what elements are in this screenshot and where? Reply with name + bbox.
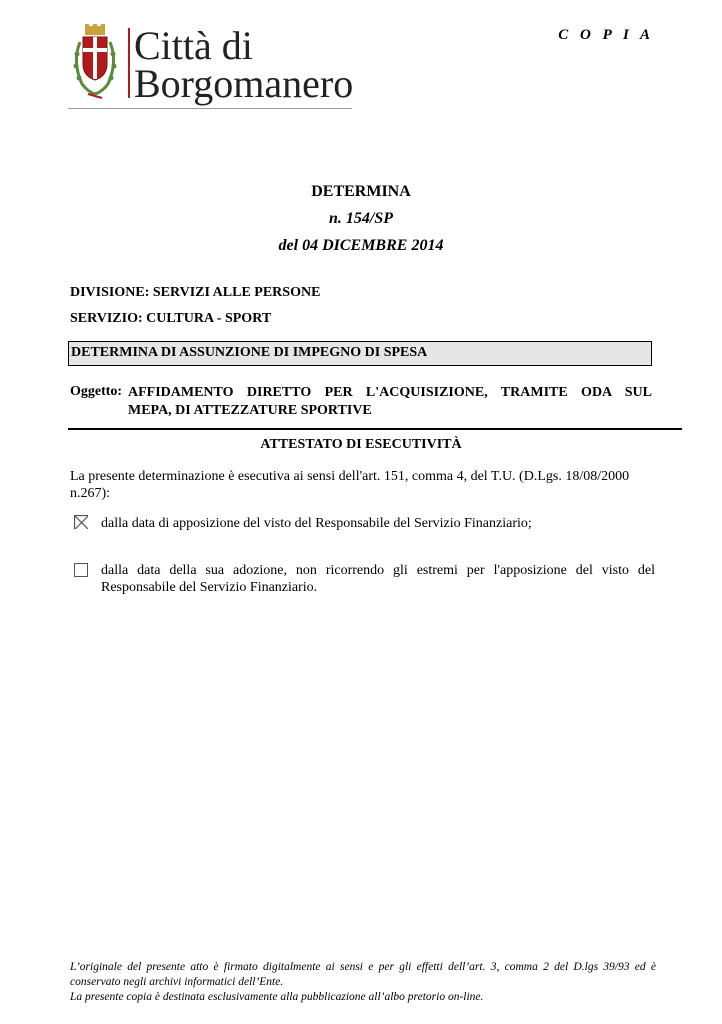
division-line: DIVISIONE: SERVIZI ALLE PERSONE bbox=[70, 285, 321, 300]
document-date: del 04 DICEMBRE 2014 bbox=[278, 237, 444, 254]
document-type-box: DETERMINA DI ASSUNZIONE DI IMPEGNO DI SPESA bbox=[68, 341, 652, 366]
city-name-line1: Città di bbox=[134, 23, 253, 68]
option-adozione bbox=[74, 562, 658, 602]
subject-label: Oggetto: bbox=[70, 384, 123, 399]
city-logo bbox=[66, 24, 352, 112]
attestation-intro: La presente determinazione è esecutiva ai sensi dell'art. 151, comma 4, del T.U. (D.Lgs. 18/08/2000 n.267): bbox=[70, 469, 630, 501]
footer-line2: La presente copia è destinata esclusivamente alla pubblicazione all’albo pretorio on-line. bbox=[70, 991, 484, 1003]
city-name-line2: Borgomanero bbox=[134, 61, 354, 106]
footer-line1: L’originale del presente atto è firmato digitalmente ai sensi e per gli effetti dell’art. 3, comma 2 del D.lgs 39/93 ed è conservato negli archivi informatici dell’Ente. bbox=[70, 961, 656, 988]
checked-checkbox-icon bbox=[74, 515, 88, 529]
document-title: DETERMINA bbox=[311, 183, 411, 200]
logo-divider bbox=[128, 28, 130, 98]
subject-text-line2: MEPA, DI ATTEZZATURE SPORTIVE bbox=[128, 403, 372, 418]
subject-text-line1: AFFIDAMENTO DIRETTO PER L'ACQUISIZIONE, TRAMITE ODA SUL bbox=[128, 385, 652, 400]
logo-underline bbox=[68, 108, 352, 109]
option-visto bbox=[74, 515, 658, 535]
section-divider bbox=[68, 428, 682, 430]
attestation-title: ATTESTATO DI ESECUTIVITÀ bbox=[260, 437, 462, 452]
option-text: dalla data della sua adozione, non ricorrendo gli estremi per l'apposizione del visto del Responsabile del Servizio Finanziario. bbox=[101, 563, 655, 595]
service-line: SERVIZIO: CULTURA - SPORT bbox=[70, 311, 272, 326]
copy-mark: C O P I A bbox=[558, 27, 654, 43]
document-number: n. 154/SP bbox=[328, 210, 393, 227]
coat-of-arms-icon bbox=[68, 24, 122, 102]
footer-note bbox=[70, 960, 656, 1005]
unchecked-checkbox-icon bbox=[74, 563, 88, 577]
option-text: dalla data di apposizione del visto del Responsabile del Servizio Finanziario; bbox=[101, 516, 532, 531]
